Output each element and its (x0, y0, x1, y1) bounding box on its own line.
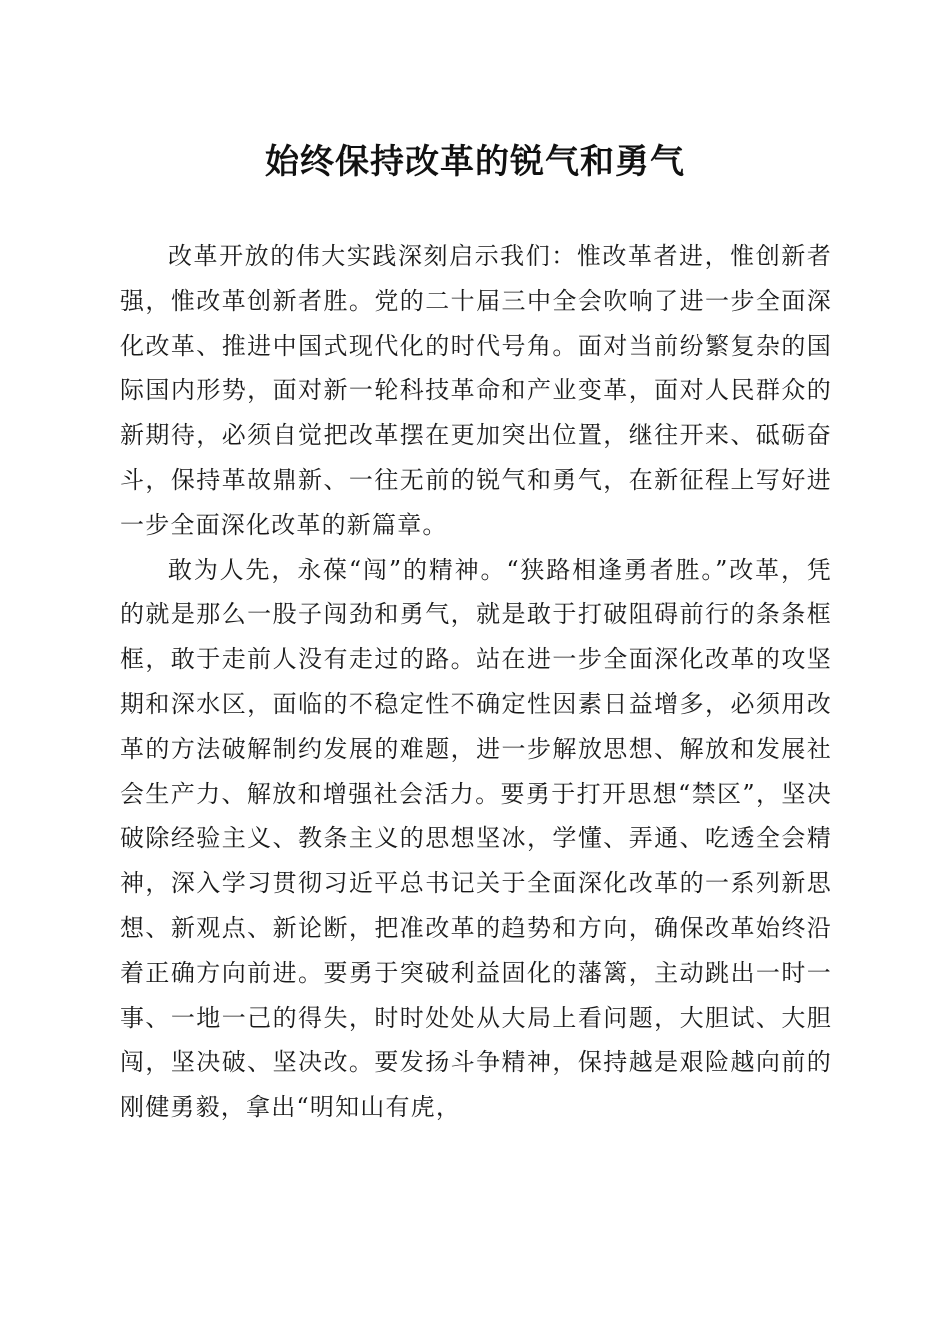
paragraph-intro: 改革开放的伟大实践深刻启示我们：惟改革者进，惟创新者强，惟改革创新者胜。党的二十届三中全会吹响了进一步全面深化改革、推进中国式现代化的时代号角。面对当前纷繁复杂的国际国内形势，面对新一轮科技革命和产业变革，面对人民群众的新期待，必须自觉把改革摆在更加突出位置，继往开来、砥砺奋斗，保持革故鼎新、一往无前的锐气和勇气，在新征程上写好进一步全面深化改革的新篇章。 (120, 242, 832, 539)
paragraph-dare-to-lead: 敢为人先，永葆“闯”的精神。“狭路相逢勇者胜。”改革，凭的就是那么一股子闯劲和勇气，就是敢于打破阻碍前行的条条框框，敢于走前人没有走过的路。站在进一步全面深化改革的攻坚期和深水区，面临的不稳定性不确定性因素日益增多，必须用改革的方法破解制约发展的难题，进一步解放思想、解放和发展社会生产力、解放和增强社会活力。要勇于打开思想“禁区”，坚决破除经验主义、教条主义的思想坚冰，学懂、弄通、吃透全会精神，深入学习贯彻习近平总书记关于全面深化改革的一系列新思想、新观点、新论断，把准改革的趋势和方向，确保改革始终沿着正确方向前进。要勇于突破利益固化的藩篱，主动跳出一时一事、一地一己的得失，时时处处从大局上看问题，大胆试、大胆闯，坚决破、坚决改。要发扬斗争精神，保持越是艰险越向前的刚健勇毅，拿出“明知山有虎， (120, 555, 832, 1122)
document-body (120, 234, 832, 1130)
document-title: 始终保持改革的锐气和勇气 (265, 142, 685, 182)
